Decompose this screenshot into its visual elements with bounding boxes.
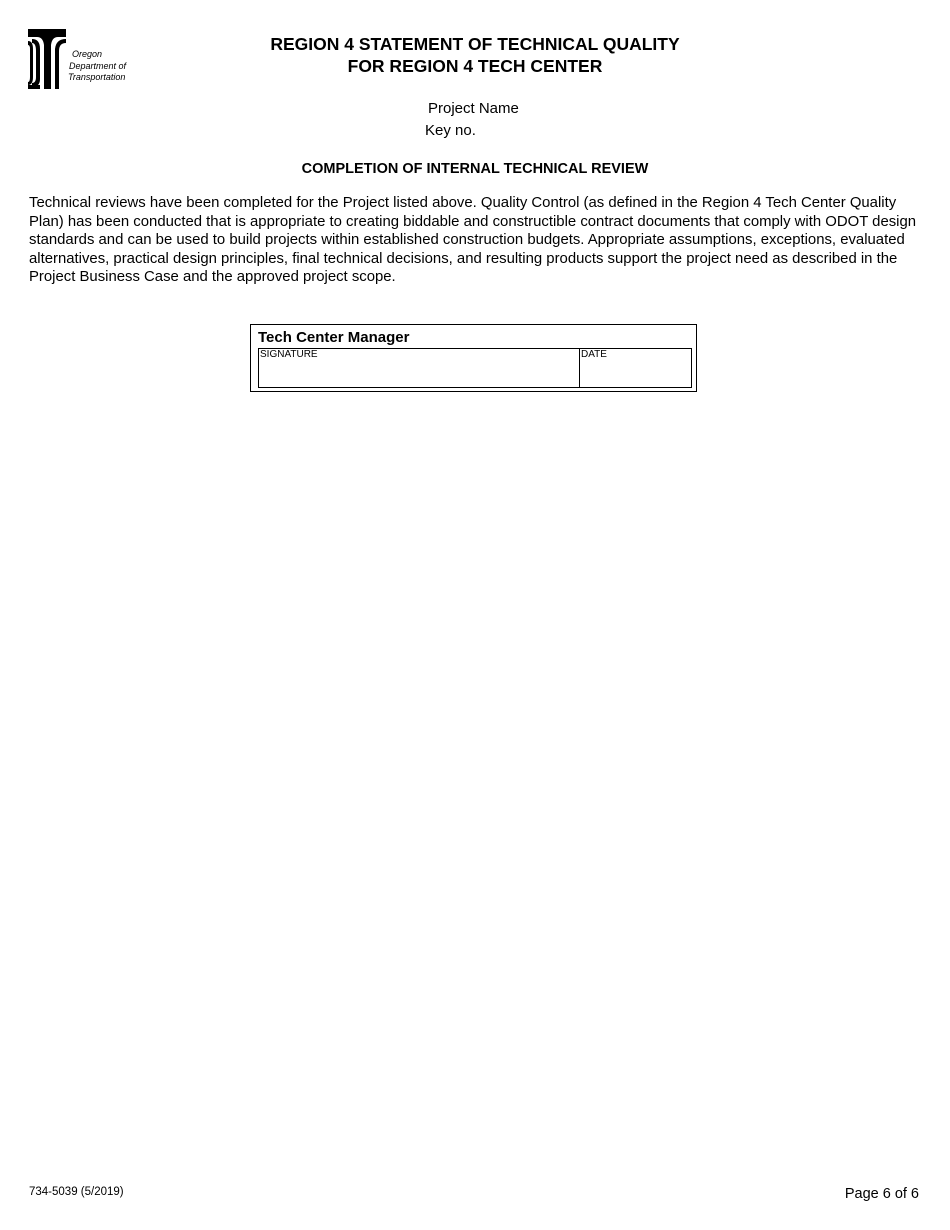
signature-block [250, 324, 697, 392]
date-label: DATE [581, 349, 607, 360]
statement-paragraph: Technical reviews have been completed for the Project listed above. Quality Control (as defined in the Region 4 Tech Center Quality Plan) has been conducted that is appropriate to creating biddable and constructible contract documents that comply with ODOT design standards and can be used to build projects within established construction budgets. Appropriate assumptions, exceptions, evaluated alternatives, practical design principles, final technical decisions, and resulting products support the project need as described in the Project Business Case and the approved project scope. [29, 195, 917, 286]
date-field[interactable] [580, 349, 691, 387]
logo-line-department: Department of [69, 60, 127, 71]
title-line-1: REGION 4 STATEMENT OF TECHNICAL QUALITY [270, 34, 680, 54]
form-number: 734-5039 (5/2019) [29, 1186, 124, 1198]
document-title [0, 33, 950, 77]
key-number-field[interactable]: Key no. [425, 122, 476, 139]
signature-field[interactable] [259, 349, 580, 387]
project-name-field[interactable]: Project Name [428, 100, 519, 117]
logo-line-oregon: Oregon [72, 49, 103, 59]
title-line-2: FOR REGION 4 TECH CENTER [347, 56, 603, 76]
signature-fields-row [258, 348, 692, 388]
page-number: Page 6 of 6 [844, 1186, 919, 1202]
section-heading: COMPLETION OF INTERNAL TECHNICAL REVIEW [301, 161, 649, 177]
signature-block-title: Tech Center Manager [258, 329, 410, 346]
logo-line-transportation: Transportation [68, 72, 126, 82]
signature-label: SIGNATURE [260, 349, 318, 360]
